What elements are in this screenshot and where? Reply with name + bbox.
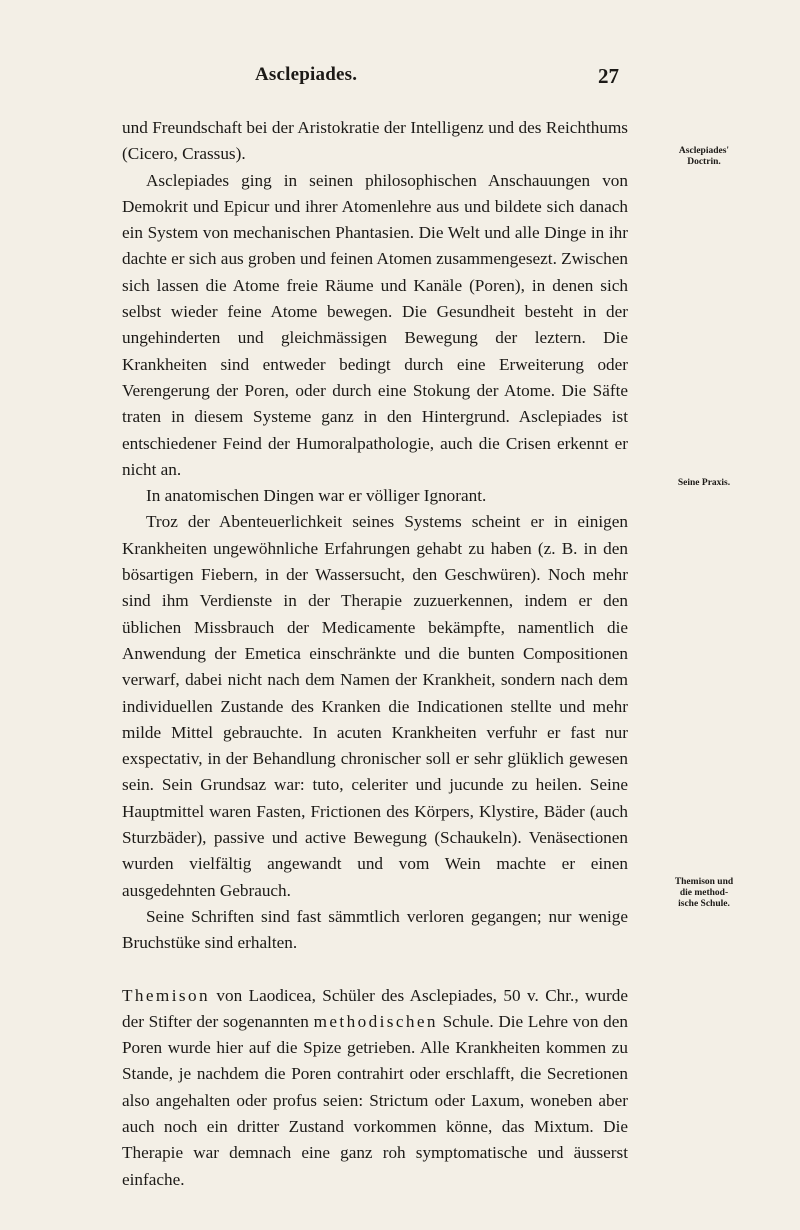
margin-note-line: die method-	[679, 888, 729, 898]
paragraph-doctrine: Asclepiades ging in seinen philosophischen Anschauungen von Demokrit und Epicur und ihrer Atomenlehre aus und bildete sich danach ein System von mechanischen Phantasien. Die Welt und alle Dinge in ihr dachte er sich aus groben und feinen Atomen zusammengesezt. Zwischen sich lassen die Atome freie Räume und Kanäle (Poren), in denen sich selbst wieder feine Atome bewegen. Die Gesundheit besteht in der ungehinderten und gleichmässigen Bewegung der leztern. Die Krankheiten sind entweder bedingt durch eine Erweiterung oder Verengerung der Poren, oder durch eine Stokung der Atome. Die Säfte traten in diesem Systeme ganz in den Hintergrund. Asclepiades ist entschiedener Feind der Humoralpathologie, auch die Crisen erkennt er nicht an.	[122, 170, 628, 479]
margin-note-line: Seine Praxis.	[677, 478, 731, 488]
themison-text-b: Schule. Die Lehre von den Poren wurde hier auf die Spize getrieben. Alle Krankheiten kommen zu Stande, je nachdem die Poren contrahirt oder erschlafft, die Secretionen also angehalten oder profus seien: Strictum oder Laxum, woneben aber auch noch ein dritter Zustand vorkommen könne, das Mixtum. Die Therapie war demnach eine ganz roh symptomatische und äusserst einfache.	[122, 1011, 628, 1189]
page-number: 27	[598, 64, 619, 88]
margin-note-line: Asclepiades'	[678, 146, 730, 156]
margin-note-line: ische Schule.	[678, 899, 730, 909]
margin-note-doctrine	[640, 146, 768, 168]
methodic-school-term: methodischen	[313, 1011, 438, 1031]
margin-note-practice	[640, 478, 768, 489]
paragraph-friendship: und Freundschaft bei der Aristokratie der Intelligenz und des Reichthums (Cicero, Crassus).	[122, 118, 628, 164]
paragraph-writings: Seine Schriften sind fast sämmtlich verloren gegangen; nur wenige Bruchstüke sind erhalten.	[122, 906, 628, 953]
body-text	[122, 115, 628, 1193]
paragraph-anatomy: In anatomischen Dingen war er völliger Ignorant.	[146, 486, 487, 506]
paragraph-themison	[122, 983, 628, 1193]
paragraph-practice: Troz der Abenteuerlichkeit seines Systems scheint er in einigen Krankheiten ungewöhnliche Erfahrungen gehabt zu haben (z. B. in den bösartigen Fiebern, in der Wassersucht, den Geschwüren). Noch mehr sind ihm Verdienste in der Therapie zuzuerkennen, indem er den üblichen Missbrauch der Medicamente bekämpfte, namentlich die Anwendung der Emetica einschränkte und die bunten Compositionen verwarf, dabei nicht nach dem Namen der Krankheit, sondern nach dem individuellen Zustande des Kranken die Indicationen stellte und mehr milde Mittel gebrauchte. In acuten Krankheiten verfuhr er fast nur exspectativ, in der Behandlung chronischer soll er sehr glüklich gewesen sein. Sein Grundsaz war: tuto, celeriter und jucunde zu heilen. Seine Hauptmittel waren Fasten, Frictionen des Körpers, Klystire, Bäder (auch Sturzbäder), passive und active Bewegung (Schaukeln). Venäsectionen wurden vielfältig angewandt und vom Wein machte er einen ausgedehnten Gebrauch.	[122, 512, 628, 900]
margin-note-line: Doctrin.	[687, 157, 721, 167]
margin-note-themison	[640, 877, 768, 910]
themison-text-a: von Laodicea, Schüler des Asclepiades, 50 v. Chr., wurde der Stifter der sogenannten	[122, 985, 628, 1031]
themison-name: Themison	[122, 985, 210, 1005]
running-title: Asclepiades.	[255, 64, 358, 85]
margin-note-line: Themison und	[674, 877, 734, 887]
page-header	[0, 64, 800, 94]
